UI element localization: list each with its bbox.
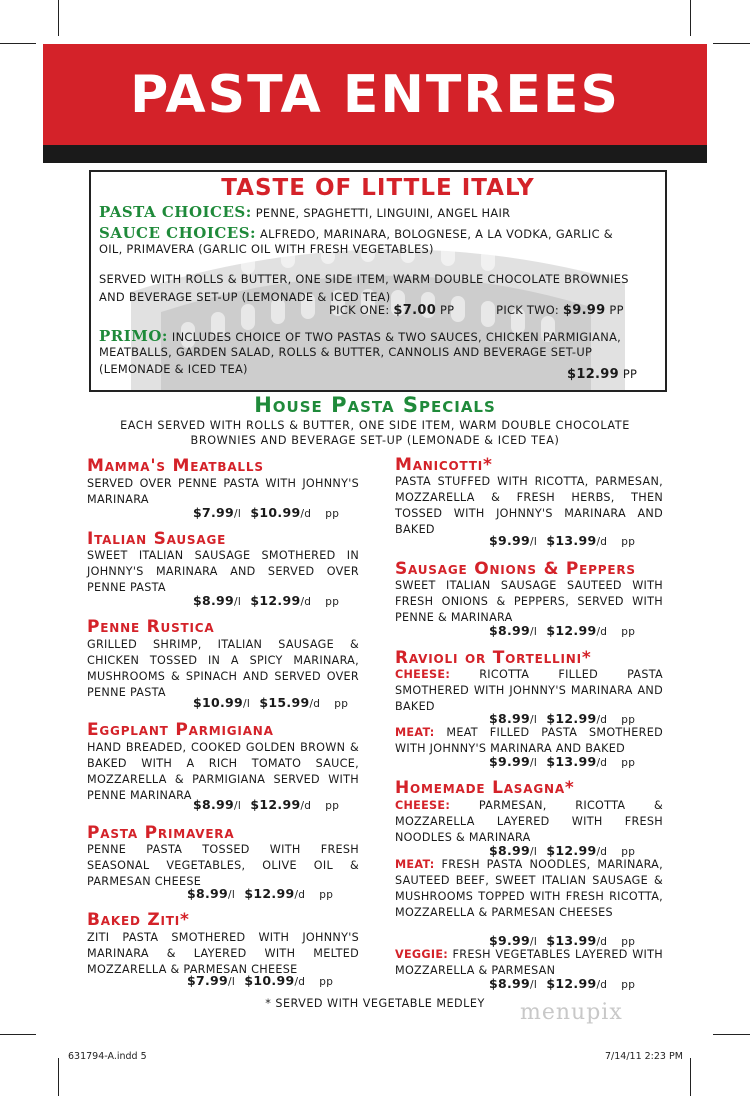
item-name: Ravioli or Tortellini* bbox=[395, 648, 592, 668]
item-description: PASTA STUFFED WITH RICOTTA, PARMESAN, MOZZARELLA & FRESH HERBS, THEN TOSSED WITH JOHNNY'S MARINARA AND BAKED bbox=[395, 475, 663, 536]
banner-underline bbox=[43, 145, 707, 163]
item-description: MEAT: MEAT FILLED PASTA SMOTHERED WITH JOHNNY'S MARINARA AND BAKED bbox=[395, 726, 663, 755]
sauce-choices-text: ALFREDO, MARINARA, BOLOGNESE, A LA VODKA, GARLIC & bbox=[260, 227, 613, 241]
primo-line bbox=[99, 327, 621, 345]
item-name: Mamma's Meatballs bbox=[87, 456, 264, 476]
item-price: $8.99/l $12.99/d pp bbox=[489, 976, 636, 991]
house-specials-title: House Pasta Specials bbox=[254, 393, 496, 417]
item-price: $9.99/l $13.99/d pp bbox=[489, 754, 636, 769]
sauce-choices-label: SAUCE CHOICES: bbox=[99, 224, 257, 242]
item-description: ZITI PASTA SMOTHERED WITH JOHNNY'S MARINARA & LAYERED WITH MELTED MOZZARELLA & PARMESAN CHEESE bbox=[87, 931, 359, 976]
crop-mark bbox=[0, 43, 36, 44]
item-price: $7.99/l $10.99/d pp bbox=[193, 505, 340, 520]
item-description: PENNE PASTA TOSSED WITH FRESH SEASONAL VEGETABLES, OLIVE OIL & PARMESAN CHEESE bbox=[87, 843, 359, 888]
pick-two-label: PICK TWO: bbox=[496, 303, 559, 317]
crop-mark bbox=[713, 43, 750, 44]
primo-label: PRIMO: bbox=[99, 327, 168, 345]
date-slug: 7/14/11 2:23 PM bbox=[605, 1051, 683, 1062]
pasta-choices-line bbox=[99, 203, 510, 221]
pick-one-pp: PP bbox=[439, 303, 455, 317]
item-price: $7.99/l $10.99/d pp bbox=[187, 973, 334, 988]
pick-two-pp: PP bbox=[609, 303, 624, 317]
crop-mark bbox=[713, 1034, 750, 1035]
crop-mark bbox=[58, 1058, 59, 1096]
item-description: SWEET ITALIAN SAUSAGE SMOTHERED IN JOHNNY'S MARINARA AND SERVED OVER PENNE PASTA bbox=[87, 549, 359, 594]
file-slug: 631794-A.indd 5 bbox=[68, 1051, 147, 1062]
sauce-choices-text-2: OIL, PRIMAVERA (GARLIC OIL WITH FRESH VEGETABLES) bbox=[99, 242, 434, 256]
pick-prices bbox=[329, 303, 624, 318]
primo-text-2: MEATBALLS, GARDEN SALAD, ROLLS & BUTTER, CANNOLIS AND BEVERAGE SET-UP bbox=[99, 345, 593, 359]
house-specials-subtitle: EACH SERVED WITH ROLLS & BUTTER, ONE SIDE ITEM, WARM DOUBLE CHOCOLATE bbox=[120, 419, 630, 432]
item-name: Manicotti* bbox=[395, 455, 493, 475]
item-description: MEAT: FRESH PASTA NOODLES, MARINARA, SAUTEED BEEF, SWEET ITALIAN SAUSAGE & MUSHROOMS TOPPED WITH FRESH RICOTTA, MOZZARELLA & PARMESAN CHEESES bbox=[395, 858, 663, 919]
pasta-choices-text: PENNE, SPAGHETTI, LINGUINI, ANGEL HAIR bbox=[255, 206, 511, 220]
item-price: $8.99/l $12.99/d pp bbox=[489, 623, 636, 638]
served-with-text-2: AND BEVERAGE SET-UP (LEMONADE & ICED TEA) bbox=[99, 290, 391, 304]
crop-mark bbox=[58, 0, 59, 36]
pick-one-label: PICK ONE: bbox=[329, 303, 390, 317]
item-description: HAND BREADED, COOKED GOLDEN BROWN & BAKED WITH A RICH TOMATO SAUCE, MOZZARELLA & PARMIGIANA SERVED WITH PENNE MARINARA bbox=[87, 741, 359, 802]
item-description: VEGGIE: FRESH VEGETABLES LAYERED WITH MOZZARELLA & PARMESAN bbox=[395, 948, 663, 977]
crop-mark bbox=[690, 1058, 691, 1096]
box-title: TASTE OF LITTLE ITALY bbox=[221, 175, 535, 201]
primo-text: INCLUDES CHOICE OF TWO PASTAS & TWO SAUCES, CHICKEN PARMIGIANA, bbox=[171, 330, 622, 344]
pasta-choices-label: PASTA CHOICES: bbox=[99, 203, 252, 221]
pick-one-price: $7.00 bbox=[393, 303, 437, 318]
item-name: Eggplant Parmigiana bbox=[87, 720, 274, 740]
item-name: Pasta Primavera bbox=[87, 823, 235, 843]
item-description: SWEET ITALIAN SAUSAGE SAUTEED WITH FRESH ONIONS & PEPPERS, SERVED WITH PENNE & MARINARA bbox=[395, 579, 663, 624]
served-with-text: SERVED WITH ROLLS & BUTTER, ONE SIDE ITEM, WARM DOUBLE CHOCOLATE BROWNIES bbox=[99, 272, 629, 286]
footnote: * SERVED WITH VEGETABLE MEDLEY bbox=[265, 997, 485, 1010]
item-name: Baked Ziti* bbox=[87, 910, 190, 930]
item-price: $8.99/l $12.99/d pp bbox=[193, 797, 340, 812]
item-price: $8.99/l $12.99/d pp bbox=[187, 886, 334, 901]
item-name: Italian Sausage bbox=[87, 529, 227, 549]
item-description: SERVED OVER PENNE PASTA WITH JOHNNY'S MARINARA bbox=[87, 477, 359, 506]
crop-mark bbox=[0, 1034, 36, 1035]
item-description: CHEESE: PARMESAN, RICOTTA & MOZZARELLA LAYERED WITH FRESH NOODLES & MARINARA bbox=[395, 799, 664, 844]
item-price: $10.99/l $15.99/d pp bbox=[193, 695, 349, 710]
item-price: $8.99/l $12.99/d pp bbox=[489, 843, 636, 858]
crop-mark bbox=[690, 0, 691, 36]
pick-two-price: $9.99 bbox=[562, 303, 606, 318]
item-price: $8.99/l $12.99/d pp bbox=[193, 593, 340, 608]
primo-text-3: (LEMONADE & ICED TEA) bbox=[99, 362, 248, 376]
item-price: $9.99/l $13.99/d pp bbox=[489, 933, 636, 948]
item-description: GRILLED SHRIMP, ITALIAN SAUSAGE & CHICKEN TOSSED IN A SPICY MARINARA, MUSHROOMS & SPINACH AND SERVED OVER PENNE PASTA bbox=[87, 638, 359, 699]
item-price: $8.99/l $12.99/d pp bbox=[489, 711, 636, 726]
item-name: Homemade Lasagna* bbox=[395, 778, 575, 798]
house-specials-subtitle-2: BROWNIES AND BEVERAGE SET-UP (LEMONADE & ICED TEA) bbox=[190, 434, 560, 447]
taste-of-little-italy-box bbox=[89, 170, 667, 392]
primo-price: $12.99 PP bbox=[567, 367, 638, 382]
item-price: $9.99/l $13.99/d pp bbox=[489, 533, 636, 548]
item-name: Sausage Onions & Peppers bbox=[395, 559, 636, 579]
page-title: PASTA ENTREES bbox=[130, 64, 620, 125]
watermark: menupix bbox=[520, 1000, 623, 1025]
item-description: CHEESE: RICOTTA FILLED PASTA SMOTHERED WITH JOHNNY'S MARINARA AND BAKED bbox=[395, 668, 663, 713]
sauce-choices-line bbox=[99, 224, 613, 242]
item-name: Penne Rustica bbox=[87, 617, 215, 637]
